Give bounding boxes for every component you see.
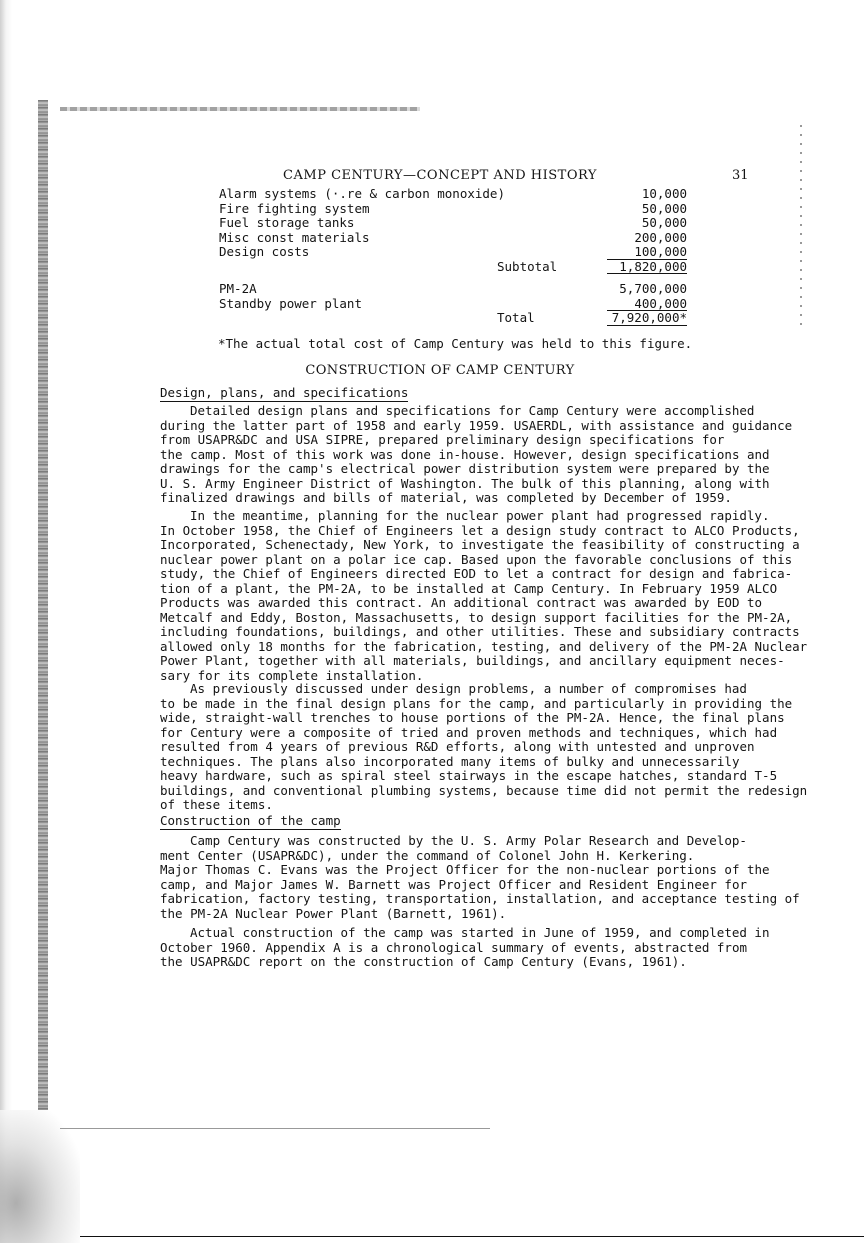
text-line: tion of a plant, the PM-2A, to be installed at Camp Century. In February 1959 ALCO <box>160 580 778 596</box>
cost-row <box>219 282 687 297</box>
scan-page-edge <box>80 1236 864 1237</box>
text-line: U. S. Army Engineer District of Washington. The bulk of this planning, along with <box>160 475 770 491</box>
paragraph <box>160 508 808 683</box>
text-line: Detailed design plans and specifications for Camp Century were accomplished <box>190 403 755 418</box>
scan-binding-edge <box>38 100 48 1110</box>
scan-left-margin <box>0 0 60 1243</box>
text-line: sary for its complete installation. <box>160 667 424 683</box>
cost-label: Fuel storage tanks <box>219 215 355 230</box>
cost-amount: 100,000 <box>607 245 687 260</box>
text-line: fabrication, factory testing, transportation, installation, and acceptance testing of <box>160 891 800 906</box>
text-line: finalized drawings and bills of material, was completed by December of 1959. <box>160 490 732 505</box>
text-line: heavy hardware, such as spiral steel stairways in the escape hatches, standard T-5 <box>160 768 778 783</box>
subtotal-label: Subtotal <box>497 258 558 274</box>
subtotal-amount: 1,820,000 <box>607 260 687 275</box>
cost-label: Alarm systems (·.re & carbon monoxide) <box>219 186 505 201</box>
subsection-heading: Design, plans, and specifications <box>160 385 409 400</box>
footnote: *The actual total cost of Camp Century was held to this figure. <box>218 336 693 351</box>
text-line: drawings for the camp's electrical power distribution system were prepared by the <box>160 461 770 476</box>
paragraph <box>160 403 793 506</box>
text-line: techniques. The plans also incorporated many items of bulky and unnecessarily <box>160 753 740 769</box>
cost-amount: 400,000 <box>607 297 687 312</box>
subtotal-row <box>219 260 687 275</box>
cost-amount: 5,700,000 <box>619 281 687 296</box>
text-line: the PM-2A Nuclear Power Plant (Barnett, 1961). <box>160 905 507 921</box>
text-line: Camp Century was constructed by the U. S. Army Polar Research and Develop- <box>190 833 747 848</box>
scan-top-noise <box>60 107 420 111</box>
text-line: nuclear power plant on a polar ice cap. Based upon the favorable conclusions of this <box>160 551 793 567</box>
cost-amount: 50,000 <box>641 200 687 216</box>
text-line: Major Thomas C. Evans was the Project Officer for the non-nuclear portions of the <box>160 862 770 877</box>
total-row <box>219 311 687 326</box>
page-number: 31 <box>732 168 749 183</box>
total-amount: 7,920,000* <box>607 311 687 326</box>
text-line: from USAPR&DC and USA SIPRE, prepared preliminary design specifications for <box>160 432 725 447</box>
text-line: buildings, and conventional plumbing systems, because time did not permit the redesign <box>160 782 808 798</box>
cost-row <box>219 202 687 217</box>
text-line: Products was awarded this contract. An additional contract was awarded by EOD to <box>160 595 763 610</box>
running-header: CAMP CENTURY—CONCEPT AND HISTORY <box>283 168 597 183</box>
text-line: Metcalf and Eddy, Boston, Massachusetts, to design support facilities for the PM-2A, <box>160 609 793 625</box>
text-line: resulted from 4 years of previous R&D efforts, along with untested and unproven <box>160 739 755 754</box>
cost-amount: 10,000 <box>641 186 687 201</box>
cost-label: Design costs <box>219 244 310 259</box>
text-line: camp, and Major James W. Barnett was Project Officer and Resident Engineer for <box>160 876 747 892</box>
cost-row <box>219 187 687 202</box>
text-line: In the meantime, planning for the nuclear power plant had progressed rapidly. <box>190 508 770 523</box>
text-line: Incorporated, Schenectady, New York, to investigate the feasibility of constructing a <box>160 537 800 552</box>
cost-amount: 50,000 <box>641 215 687 230</box>
cost-label: Standby power plant <box>219 295 362 311</box>
section-title: CONSTRUCTION OF CAMP CENTURY <box>305 363 575 378</box>
cost-table <box>219 187 687 326</box>
total-label: Total <box>497 310 535 325</box>
paragraph <box>160 925 770 970</box>
text-line: Actual construction of the camp was started in June of 1959, and completed in <box>190 925 770 940</box>
text-line: including foundations, buildings, and other utilities. These and subsidiary contracts <box>160 624 800 639</box>
text-line: the camp. Most of this work was done in-house. However, design specifications and <box>160 446 770 462</box>
cost-row <box>219 297 687 312</box>
text-line: Power Plant, together with all materials, buildings, and ancillary equipment neces- <box>160 653 785 668</box>
paragraph <box>160 681 808 813</box>
text-line: during the latter part of 1958 and early 1959. USAERDL, with assistance and guidance <box>160 417 793 433</box>
scan-bottom-smudge <box>0 1110 80 1243</box>
text-line: ment Center (USAPR&DC), under the command of Colonel John H. Kerkering. <box>160 847 695 863</box>
paragraph <box>160 833 800 921</box>
cost-row <box>219 231 687 246</box>
cost-label: Misc const materials <box>219 229 370 245</box>
text-line: of these items. <box>160 797 273 812</box>
subsection-heading: Construction of the camp <box>160 813 341 828</box>
scan-bottom-line <box>60 1128 490 1129</box>
text-line: for Century were a composite of tried and proven methods and techniques, which had <box>160 724 778 740</box>
text-line: October 1960. Appendix A is a chronological summary of events, abstracted from <box>160 939 747 955</box>
text-line: allowed only 18 months for the fabrication, testing, and delivery of the PM-2A Nuclear <box>160 638 808 654</box>
scan-right-dots <box>800 125 802 325</box>
cost-amount: 200,000 <box>634 229 687 245</box>
cost-label: PM-2A <box>219 281 257 296</box>
text-line: to be made in the final design plans for the camp, and particularly in providing the <box>160 695 793 711</box>
text-line: the USAPR&DC report on the construction of Camp Century (Evans, 1961). <box>160 954 687 969</box>
cost-row <box>219 216 687 231</box>
cost-label: Fire fighting system <box>219 200 370 216</box>
text-line: wide, straight-wall trenches to house portions of the PM-2A. Hence, the final plans <box>160 710 785 725</box>
text-line: In October 1958, the Chief of Engineers let a design study contract to ALCO Products, <box>160 522 800 538</box>
cost-row <box>219 245 687 260</box>
text-line: As previously discussed under design problems, a number of compromises had <box>190 681 747 696</box>
text-line: study, the Chief of Engineers directed EOD to let a contract for design and fabrica- <box>160 566 793 581</box>
